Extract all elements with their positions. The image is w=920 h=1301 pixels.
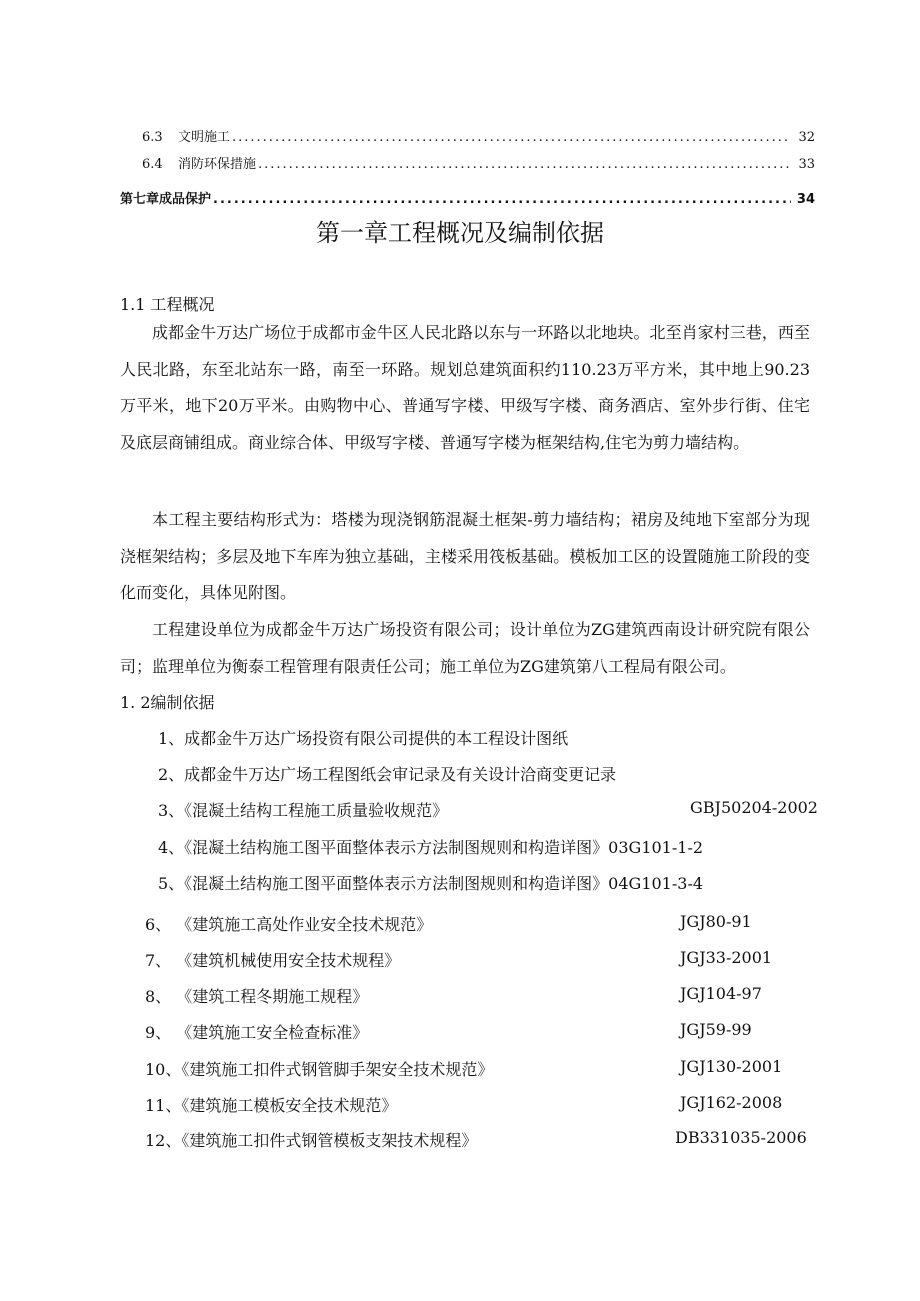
toc-page: 32 <box>798 130 815 145</box>
toc-entry[interactable] <box>120 126 815 146</box>
toc-leader <box>232 130 791 145</box>
toc-number: 6.4 <box>142 157 163 172</box>
toc-title: 消防环保措施 <box>178 157 257 172</box>
toc-leader <box>213 192 791 207</box>
reference-text: 2、成都金牛万达广场工程图纸会审记录及有关设计洽商变更记录 <box>158 765 617 784</box>
reference-text: 8、 《建筑工程冬期施工规程》 <box>145 987 369 1006</box>
reference-item <box>0 1057 920 1093</box>
toc-page: 33 <box>798 157 815 172</box>
reference-code: JGJ59-99 <box>680 1020 752 1039</box>
reference-item <box>0 762 920 798</box>
reference-item <box>0 1093 920 1129</box>
reference-item <box>0 984 920 1020</box>
reference-text: 7、 《建筑机械使用安全技术规程》 <box>145 951 401 970</box>
reference-text: 11、《建筑施工模板安全技术规范》 <box>145 1096 398 1115</box>
toc-title: 第七章成品保护 <box>120 192 212 207</box>
reference-item <box>0 726 920 762</box>
reference-code: JGJ130-2001 <box>680 1057 783 1076</box>
toc-entry[interactable] <box>120 188 815 208</box>
reference-item <box>0 835 920 871</box>
toc-leader <box>258 157 791 172</box>
reference-text: 10、《建筑施工扣件式钢管脚手架安全技术规范》 <box>145 1060 494 1079</box>
reference-text: 3、《混凝土结构工程施工质量验收规范》 <box>158 801 449 820</box>
reference-text: 9、 《建筑施工安全检查标准》 <box>145 1023 369 1042</box>
reference-code: JGJ104-97 <box>680 984 762 1003</box>
reference-item <box>0 798 920 834</box>
reference-code: GBJ50204-2002 <box>690 798 818 817</box>
toc-entry[interactable] <box>120 153 815 173</box>
paragraph: 工程建设单位为成都金牛万达广场投资有限公司；设计单位为ZG建筑西南设计研究院有限公司；监理单位为衡泰工程管理有限责任公司；施工单位为ZG建筑第八工程局有限公司。 <box>120 620 810 676</box>
reference-item <box>0 1128 920 1164</box>
toc-number: 6.3 <box>142 130 163 145</box>
reference-text: 12、《建筑施工扣件式钢管模板支架技术规程》 <box>145 1131 478 1150</box>
reference-item <box>0 1020 920 1056</box>
reference-item <box>0 948 920 984</box>
reference-text: 4、《混凝土结构施工图平面整体表示方法制图规则和构造详图》03G101-1-2 <box>158 838 704 857</box>
paragraph: 成都金牛万达广场位于成都市金牛区人民北路以东与一环路以北地块。北至肖家村三巷，西至人民北路，东至北站东一路，南至一环路。规划总建筑面积约110.23万平方米，其中地上90.23万平米，地下20万平米。由购物中心、普通写字楼、甲级写字楼、商务酒店、室外步行街、住宅及底层商铺组成。商业综合体、甲级写字楼、普通写字楼为框架结构,住宅为剪力墙结构。 <box>120 323 810 452</box>
reference-text: 6、 《建筑施工高处作业安全技术规范》 <box>145 915 433 934</box>
section-heading: 1. 2编制依据 <box>120 693 215 712</box>
reference-code: JGJ33-2001 <box>680 948 773 967</box>
toc-page: 34 <box>796 192 815 207</box>
toc-title: 文明施工 <box>178 130 231 145</box>
reference-item <box>0 912 920 948</box>
section-heading: 1.1 工程概况 <box>120 295 215 314</box>
reference-item <box>0 871 920 907</box>
reference-text: 5、《混凝土结构施工图平面整体表示方法制图规则和构造详图》04G101-3-4 <box>158 874 704 893</box>
reference-code: JGJ162-2008 <box>680 1093 783 1112</box>
reference-code: DB331035-2006 <box>675 1128 807 1147</box>
reference-code: JGJ80-91 <box>680 912 752 931</box>
paragraph: 本工程主要结构形式为：塔楼为现浇钢筋混凝土框架-剪力墙结构；裙房及纯地下室部分为现浇框架结构；多层及地下车库为独立基础，主楼采用筏板基础。模板加工区的设置随施工阶段的变化而变化，具体见附图。 <box>120 510 810 602</box>
chapter-title: 第一章工程概况及编制依据 <box>316 219 604 247</box>
reference-text: 1、成都金牛万达广场投资有限公司提供的本工程设计图纸 <box>158 729 569 748</box>
